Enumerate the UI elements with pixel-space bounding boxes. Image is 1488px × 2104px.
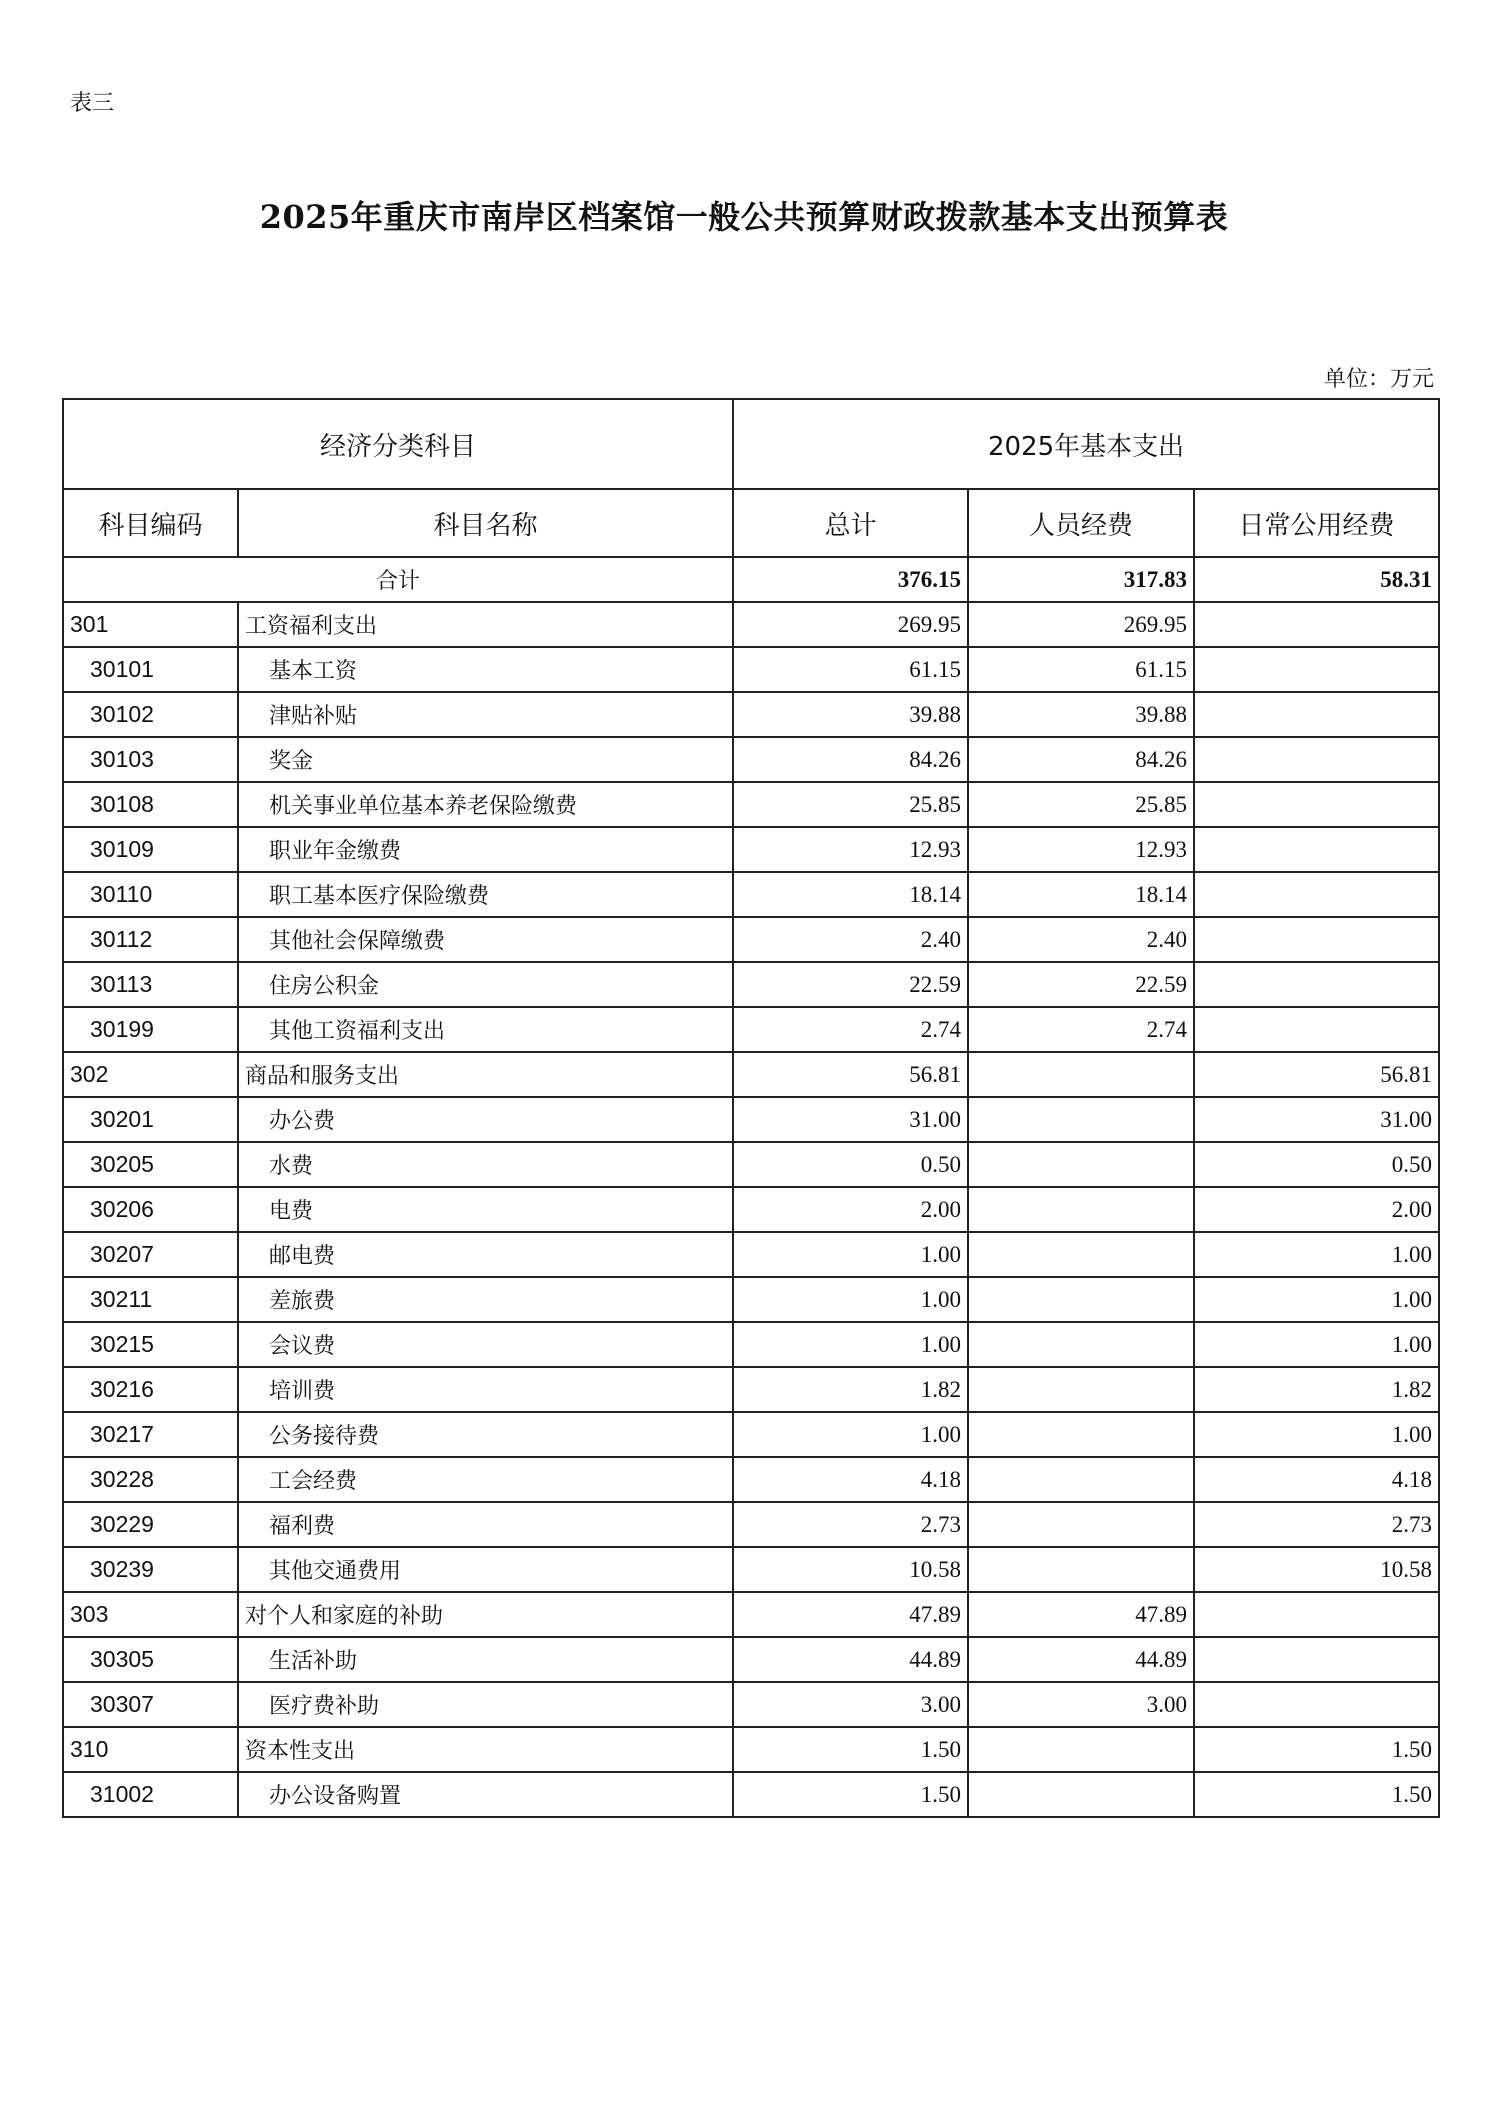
row-public: 0.50 [1194, 1142, 1439, 1187]
row-public: 1.00 [1194, 1232, 1439, 1277]
row-name: 差旅费 [238, 1277, 733, 1322]
table-row [63, 1052, 1439, 1097]
row-code: 303 [63, 1592, 238, 1637]
row-total: 1.50 [733, 1772, 968, 1817]
row-public [1194, 737, 1439, 782]
row-total: 47.89 [733, 1592, 968, 1637]
row-personnel: 2.74 [968, 1007, 1194, 1052]
row-code: 30113 [63, 962, 238, 1007]
header-code: 科目编码 [63, 489, 238, 557]
row-personnel: 44.89 [968, 1637, 1194, 1682]
row-name: 其他交通费用 [238, 1547, 733, 1592]
row-code: 30305 [63, 1637, 238, 1682]
table-row [63, 1682, 1439, 1727]
row-public [1194, 917, 1439, 962]
header-row-2 [63, 489, 1439, 557]
row-total: 1.00 [733, 1277, 968, 1322]
row-public: 1.00 [1194, 1412, 1439, 1457]
row-name: 办公设备购置 [238, 1772, 733, 1817]
row-name: 机关事业单位基本养老保险缴费 [238, 782, 733, 827]
row-public: 1.00 [1194, 1322, 1439, 1367]
row-code: 30216 [63, 1367, 238, 1412]
row-personnel: 12.93 [968, 827, 1194, 872]
row-name: 津贴补贴 [238, 692, 733, 737]
row-code: 310 [63, 1727, 238, 1772]
row-name: 基本工资 [238, 647, 733, 692]
row-personnel [968, 1457, 1194, 1502]
header-personnel: 人员经费 [968, 489, 1194, 557]
header-name: 科目名称 [238, 489, 733, 557]
row-public [1194, 782, 1439, 827]
header-row-1 [63, 399, 1439, 489]
row-name: 医疗费补助 [238, 1682, 733, 1727]
row-personnel: 39.88 [968, 692, 1194, 737]
row-code: 30199 [63, 1007, 238, 1052]
row-public [1194, 1007, 1439, 1052]
row-public: 1.50 [1194, 1727, 1439, 1772]
table-row [63, 1592, 1439, 1637]
row-name: 资本性支出 [238, 1727, 733, 1772]
table-row [63, 1502, 1439, 1547]
table-row [63, 1187, 1439, 1232]
row-personnel [968, 1142, 1194, 1187]
row-public [1194, 647, 1439, 692]
row-name: 职工基本医疗保险缴费 [238, 872, 733, 917]
table-row [63, 737, 1439, 782]
row-code: 30109 [63, 827, 238, 872]
table-row [63, 1457, 1439, 1502]
row-code: 30228 [63, 1457, 238, 1502]
row-total: 2.00 [733, 1187, 968, 1232]
row-name: 其他社会保障缴费 [238, 917, 733, 962]
row-public: 4.18 [1194, 1457, 1439, 1502]
row-total: 56.81 [733, 1052, 968, 1097]
row-public [1194, 692, 1439, 737]
budget-table-body [63, 399, 1439, 1817]
row-name: 商品和服务支出 [238, 1052, 733, 1097]
row-personnel [968, 1052, 1194, 1097]
row-personnel: 47.89 [968, 1592, 1194, 1637]
table-row [63, 782, 1439, 827]
row-name: 水费 [238, 1142, 733, 1187]
page-title: 2025年重庆市南岸区档案馆一般公共预算财政拨款基本支出预算表 [259, 198, 1229, 236]
row-total: 1.00 [733, 1232, 968, 1277]
row-personnel [968, 1187, 1194, 1232]
row-total: 84.26 [733, 737, 968, 782]
table-row [63, 1277, 1439, 1322]
table-row [63, 1727, 1439, 1772]
row-personnel: 2.40 [968, 917, 1194, 962]
row-total: 4.18 [733, 1457, 968, 1502]
row-public: 1.00 [1194, 1277, 1439, 1322]
row-total: 2.73 [733, 1502, 968, 1547]
table-row [63, 827, 1439, 872]
unit-label: 单位：万元 [1323, 367, 1434, 392]
table-row [63, 1367, 1439, 1412]
row-name: 住房公积金 [238, 962, 733, 1007]
row-code: 30239 [63, 1547, 238, 1592]
row-name: 办公费 [238, 1097, 733, 1142]
row-code: 30205 [63, 1142, 238, 1187]
row-public [1194, 1682, 1439, 1727]
row-personnel: 22.59 [968, 962, 1194, 1007]
row-code: 30215 [63, 1322, 238, 1367]
table-row [63, 1007, 1439, 1052]
row-name: 职业年金缴费 [238, 827, 733, 872]
table-row [63, 1772, 1439, 1817]
row-code: 30201 [63, 1097, 238, 1142]
table-row [63, 872, 1439, 917]
row-public [1194, 872, 1439, 917]
row-name: 其他工资福利支出 [238, 1007, 733, 1052]
row-public [1194, 1637, 1439, 1682]
row-public: 2.73 [1194, 1502, 1439, 1547]
row-total: 269.95 [733, 602, 968, 647]
table-row [63, 1547, 1439, 1592]
row-personnel [968, 1097, 1194, 1142]
row-personnel [968, 1367, 1194, 1412]
row-personnel [968, 1772, 1194, 1817]
row-total: 10.58 [733, 1547, 968, 1592]
row-code: 30207 [63, 1232, 238, 1277]
row-code: 30307 [63, 1682, 238, 1727]
row-total: 44.89 [733, 1637, 968, 1682]
table-row [63, 917, 1439, 962]
table-row [63, 602, 1439, 647]
row-public: 31.00 [1194, 1097, 1439, 1142]
row-total: 2.40 [733, 917, 968, 962]
row-public: 1.82 [1194, 1367, 1439, 1412]
budget-table [62, 398, 1440, 1818]
row-total: 61.15 [733, 647, 968, 692]
row-public: 1.50 [1194, 1772, 1439, 1817]
table-row [63, 647, 1439, 692]
table-row [63, 1142, 1439, 1187]
row-total: 18.14 [733, 872, 968, 917]
row-total: 1.00 [733, 1412, 968, 1457]
row-total: 0.50 [733, 1142, 968, 1187]
row-code: 301 [63, 602, 238, 647]
row-name: 生活补助 [238, 1637, 733, 1682]
row-code: 31002 [63, 1772, 238, 1817]
row-personnel [968, 1502, 1194, 1547]
header-total: 总计 [733, 489, 968, 557]
row-public: 56.81 [1194, 1052, 1439, 1097]
row-public: 2.00 [1194, 1187, 1439, 1232]
table-row [63, 692, 1439, 737]
row-total: 1.00 [733, 1322, 968, 1367]
row-total: 25.85 [733, 782, 968, 827]
row-total: 31.00 [733, 1097, 968, 1142]
total-total: 376.15 [733, 557, 968, 602]
row-total: 22.59 [733, 962, 968, 1007]
total-personnel: 317.83 [968, 557, 1194, 602]
row-code: 30229 [63, 1502, 238, 1547]
row-code: 30101 [63, 647, 238, 692]
row-name: 工资福利支出 [238, 602, 733, 647]
total-label: 合计 [63, 557, 733, 602]
table-row [63, 962, 1439, 1007]
row-code: 302 [63, 1052, 238, 1097]
row-name: 电费 [238, 1187, 733, 1232]
row-public: 10.58 [1194, 1547, 1439, 1592]
row-name: 会议费 [238, 1322, 733, 1367]
row-name: 工会经费 [238, 1457, 733, 1502]
row-personnel [968, 1232, 1194, 1277]
row-code: 30110 [63, 872, 238, 917]
row-personnel: 18.14 [968, 872, 1194, 917]
row-total: 1.82 [733, 1367, 968, 1412]
header-basic-expenditure: 2025年基本支出 [733, 399, 1439, 489]
row-public [1194, 1592, 1439, 1637]
row-total: 3.00 [733, 1682, 968, 1727]
row-name: 邮电费 [238, 1232, 733, 1277]
row-name: 奖金 [238, 737, 733, 782]
row-public [1194, 962, 1439, 1007]
table-label: 表三 [70, 91, 115, 116]
table-row [63, 1097, 1439, 1142]
row-personnel: 61.15 [968, 647, 1194, 692]
row-personnel: 3.00 [968, 1682, 1194, 1727]
total-public: 58.31 [1194, 557, 1439, 602]
row-personnel: 84.26 [968, 737, 1194, 782]
table-row [63, 1412, 1439, 1457]
header-econ-category: 经济分类科目 [63, 399, 733, 489]
row-personnel [968, 1277, 1194, 1322]
row-total: 12.93 [733, 827, 968, 872]
table-row [63, 1322, 1439, 1367]
row-personnel [968, 1322, 1194, 1367]
row-personnel: 25.85 [968, 782, 1194, 827]
table-row [63, 1232, 1439, 1277]
row-code: 30217 [63, 1412, 238, 1457]
row-personnel: 269.95 [968, 602, 1194, 647]
row-name: 公务接待费 [238, 1412, 733, 1457]
row-personnel [968, 1547, 1194, 1592]
row-code: 30108 [63, 782, 238, 827]
header-public: 日常公用经费 [1194, 489, 1439, 557]
row-name: 对个人和家庭的补助 [238, 1592, 733, 1637]
row-code: 30206 [63, 1187, 238, 1232]
row-code: 30103 [63, 737, 238, 782]
row-total: 39.88 [733, 692, 968, 737]
row-public [1194, 827, 1439, 872]
row-total: 2.74 [733, 1007, 968, 1052]
row-name: 培训费 [238, 1367, 733, 1412]
total-row [63, 557, 1439, 602]
row-name: 福利费 [238, 1502, 733, 1547]
row-public [1194, 602, 1439, 647]
row-personnel [968, 1727, 1194, 1772]
row-personnel [968, 1412, 1194, 1457]
row-total: 1.50 [733, 1727, 968, 1772]
row-code: 30102 [63, 692, 238, 737]
table-row [63, 1637, 1439, 1682]
row-code: 30211 [63, 1277, 238, 1322]
row-code: 30112 [63, 917, 238, 962]
